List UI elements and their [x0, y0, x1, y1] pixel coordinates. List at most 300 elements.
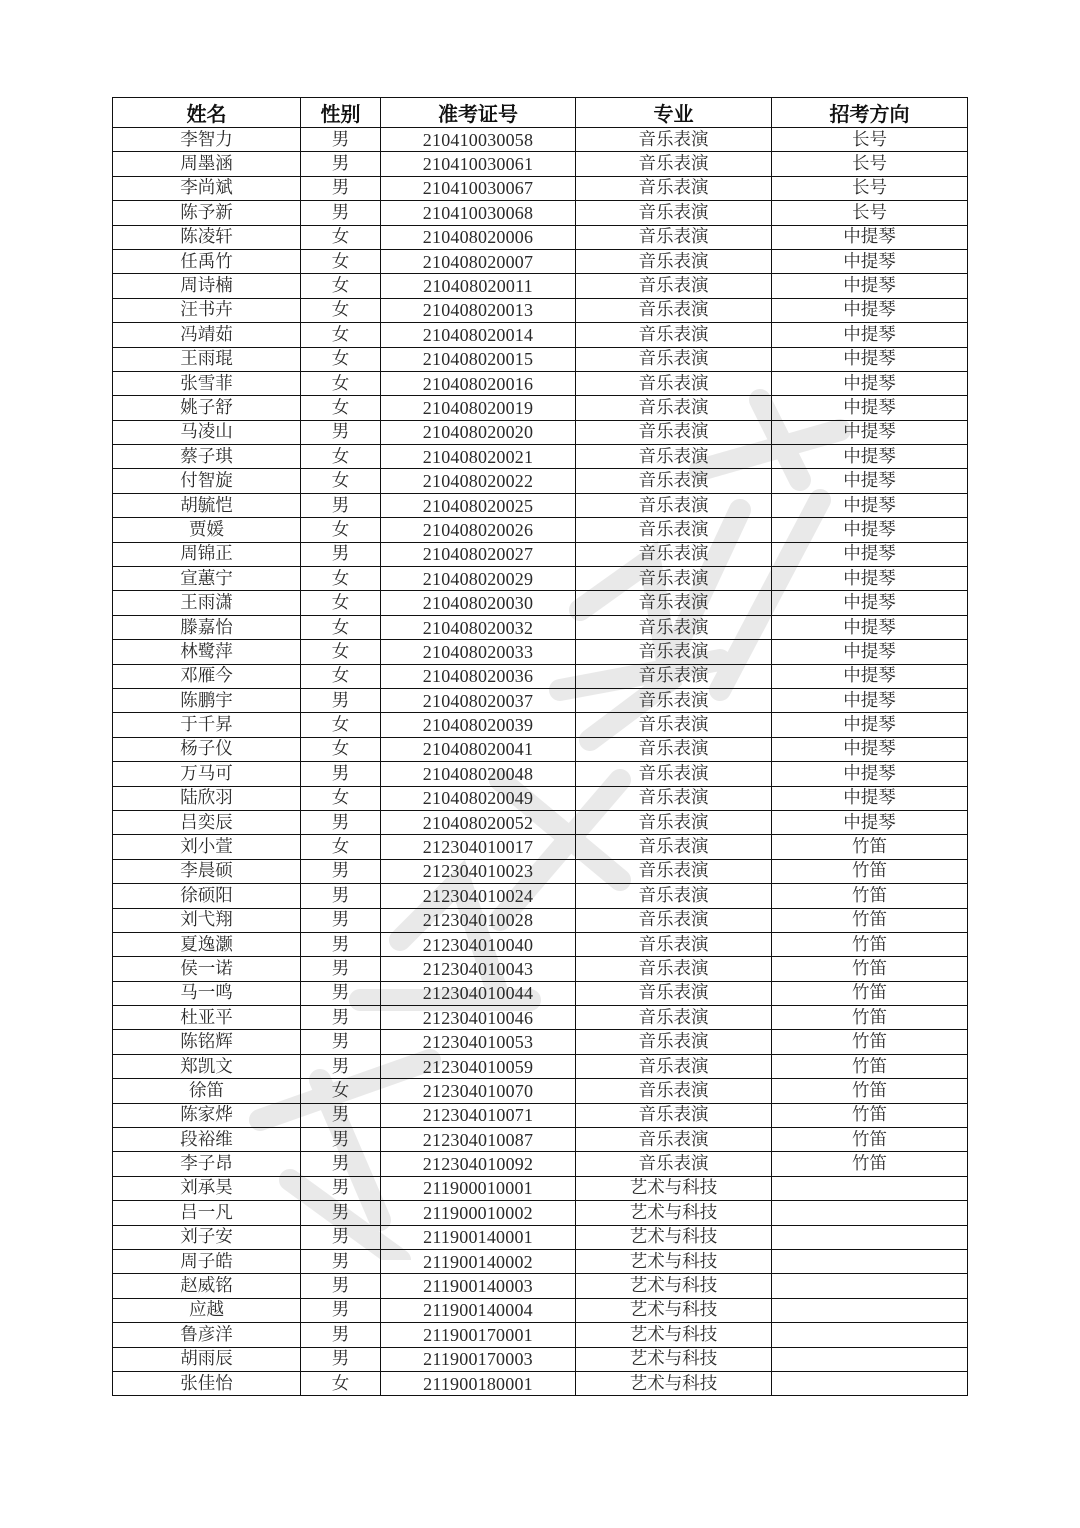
cell-name: 付智旋 — [113, 469, 301, 493]
table-row — [113, 1371, 968, 1395]
cell-exam-id: 210408020048 — [381, 762, 576, 786]
cell-name: 刘子安 — [113, 1225, 301, 1249]
cell-direction: 竹笛 — [772, 957, 968, 981]
cell-exam-id: 212304010087 — [381, 1128, 576, 1152]
cell-major: 音乐表演 — [576, 713, 772, 737]
cell-direction: 中提琴 — [772, 737, 968, 761]
cell-exam-id: 210408020019 — [381, 396, 576, 420]
cell-direction: 竹笛 — [772, 1152, 968, 1176]
table-row — [113, 737, 968, 761]
cell-name: 段裕维 — [113, 1128, 301, 1152]
cell-name: 汪书卉 — [113, 298, 301, 322]
cell-direction: 竹笛 — [772, 1103, 968, 1127]
cell-exam-id: 211900170003 — [381, 1347, 576, 1371]
cell-major: 音乐表演 — [576, 445, 772, 469]
cell-direction: 中提琴 — [772, 249, 968, 273]
cell-gender: 女 — [301, 274, 381, 298]
cell-gender: 男 — [301, 542, 381, 566]
cell-direction: 中提琴 — [772, 664, 968, 688]
cell-direction: 中提琴 — [772, 445, 968, 469]
cell-major: 音乐表演 — [576, 810, 772, 834]
cell-exam-id: 211900010001 — [381, 1176, 576, 1200]
cell-exam-id: 212304010043 — [381, 957, 576, 981]
cell-major: 音乐表演 — [576, 908, 772, 932]
cell-direction: 中提琴 — [772, 688, 968, 712]
table-body — [113, 128, 968, 1396]
cell-direction: 竹笛 — [772, 884, 968, 908]
cell-major: 音乐表演 — [576, 640, 772, 664]
cell-exam-id: 212304010040 — [381, 932, 576, 956]
cell-gender: 男 — [301, 176, 381, 200]
cell-direction: 长号 — [772, 152, 968, 176]
header-gender: 性别 — [301, 98, 381, 128]
cell-name: 马凌山 — [113, 420, 301, 444]
cell-gender: 男 — [301, 201, 381, 225]
cell-exam-id: 212304010092 — [381, 1152, 576, 1176]
cell-name: 万马可 — [113, 762, 301, 786]
table-row — [113, 371, 968, 395]
cell-name: 陈鹏宇 — [113, 688, 301, 712]
table-row — [113, 932, 968, 956]
table-row — [113, 1079, 968, 1103]
cell-name: 李晨硕 — [113, 859, 301, 883]
cell-direction: 竹笛 — [772, 859, 968, 883]
table-row — [113, 249, 968, 273]
cell-gender: 女 — [301, 445, 381, 469]
cell-major: 艺术与科技 — [576, 1201, 772, 1225]
cell-major: 音乐表演 — [576, 591, 772, 615]
cell-exam-id: 211900140004 — [381, 1298, 576, 1322]
table-row — [113, 1347, 968, 1371]
cell-name: 胡雨辰 — [113, 1347, 301, 1371]
cell-gender: 男 — [301, 1225, 381, 1249]
cell-gender: 女 — [301, 640, 381, 664]
cell-gender: 女 — [301, 567, 381, 591]
table-row — [113, 323, 968, 347]
table-row — [113, 640, 968, 664]
cell-direction: 竹笛 — [772, 1030, 968, 1054]
cell-name: 李子昂 — [113, 1152, 301, 1176]
cell-major: 音乐表演 — [576, 225, 772, 249]
cell-exam-id: 210408020006 — [381, 225, 576, 249]
cell-major: 艺术与科技 — [576, 1371, 772, 1395]
cell-major: 艺术与科技 — [576, 1347, 772, 1371]
cell-exam-id: 211900010002 — [381, 1201, 576, 1225]
table-row — [113, 396, 968, 420]
cell-major: 音乐表演 — [576, 762, 772, 786]
cell-direction: 中提琴 — [772, 323, 968, 347]
cell-gender: 男 — [301, 981, 381, 1005]
cell-name: 刘弋翔 — [113, 908, 301, 932]
cell-gender: 女 — [301, 835, 381, 859]
cell-exam-id: 212304010071 — [381, 1103, 576, 1127]
cell-name: 林鹭萍 — [113, 640, 301, 664]
cell-name: 杨子仪 — [113, 737, 301, 761]
cell-major: 音乐表演 — [576, 786, 772, 810]
cell-name: 郑凯文 — [113, 1054, 301, 1078]
cell-exam-id: 210410030068 — [381, 201, 576, 225]
cell-major: 音乐表演 — [576, 518, 772, 542]
cell-gender: 男 — [301, 859, 381, 883]
table-row — [113, 713, 968, 737]
cell-name: 宣蕙宁 — [113, 567, 301, 591]
cell-major: 艺术与科技 — [576, 1298, 772, 1322]
cell-exam-id: 211900140002 — [381, 1249, 576, 1273]
cell-direction: 中提琴 — [772, 469, 968, 493]
table-row — [113, 1298, 968, 1322]
cell-name: 周锦正 — [113, 542, 301, 566]
table-row — [113, 591, 968, 615]
cell-direction: 中提琴 — [772, 615, 968, 639]
cell-name: 夏逸灏 — [113, 932, 301, 956]
cell-major: 音乐表演 — [576, 469, 772, 493]
cell-major: 音乐表演 — [576, 1103, 772, 1127]
cell-exam-id: 210410030061 — [381, 152, 576, 176]
cell-gender: 女 — [301, 518, 381, 542]
cell-major: 艺术与科技 — [576, 1274, 772, 1298]
cell-direction: 中提琴 — [772, 420, 968, 444]
cell-direction: 竹笛 — [772, 835, 968, 859]
table-row — [113, 1274, 968, 1298]
table-row — [113, 762, 968, 786]
cell-gender: 男 — [301, 1176, 381, 1200]
table-row — [113, 957, 968, 981]
cell-gender: 女 — [301, 1079, 381, 1103]
table-row — [113, 688, 968, 712]
cell-major: 音乐表演 — [576, 835, 772, 859]
table-row — [113, 128, 968, 152]
cell-major: 音乐表演 — [576, 932, 772, 956]
cell-gender: 男 — [301, 762, 381, 786]
cell-gender: 女 — [301, 249, 381, 273]
table-row — [113, 347, 968, 371]
table-row — [113, 420, 968, 444]
cell-name: 陈凌轩 — [113, 225, 301, 249]
cell-gender: 男 — [301, 1274, 381, 1298]
cell-major: 音乐表演 — [576, 542, 772, 566]
cell-name: 陈家烨 — [113, 1103, 301, 1127]
cell-major: 音乐表演 — [576, 396, 772, 420]
cell-direction — [772, 1249, 968, 1273]
cell-gender: 男 — [301, 1298, 381, 1322]
cell-major: 音乐表演 — [576, 323, 772, 347]
cell-direction: 竹笛 — [772, 932, 968, 956]
cell-name: 鲁彦洋 — [113, 1323, 301, 1347]
cell-gender: 男 — [301, 152, 381, 176]
cell-name: 王雨琨 — [113, 347, 301, 371]
cell-exam-id: 211900180001 — [381, 1371, 576, 1395]
cell-direction — [772, 1323, 968, 1347]
cell-name: 杜亚平 — [113, 1006, 301, 1030]
cell-exam-id: 210408020020 — [381, 420, 576, 444]
cell-major: 音乐表演 — [576, 615, 772, 639]
cell-exam-id: 210408020014 — [381, 323, 576, 347]
table-row — [113, 786, 968, 810]
cell-major: 音乐表演 — [576, 493, 772, 517]
cell-exam-id: 210408020036 — [381, 664, 576, 688]
cell-direction: 中提琴 — [772, 225, 968, 249]
cell-name: 张佳怡 — [113, 1371, 301, 1395]
cell-name: 周子皓 — [113, 1249, 301, 1273]
cell-major: 音乐表演 — [576, 957, 772, 981]
cell-major: 艺术与科技 — [576, 1249, 772, 1273]
cell-exam-id: 210408020039 — [381, 713, 576, 737]
cell-name: 侯一诺 — [113, 957, 301, 981]
cell-major: 音乐表演 — [576, 981, 772, 1005]
cell-exam-id: 210408020032 — [381, 615, 576, 639]
cell-exam-id: 210408020013 — [381, 298, 576, 322]
cell-name: 赵威铭 — [113, 1274, 301, 1298]
table-header-row — [113, 98, 968, 128]
table-row — [113, 469, 968, 493]
cell-gender: 女 — [301, 371, 381, 395]
cell-gender: 男 — [301, 1249, 381, 1273]
cell-direction: 中提琴 — [772, 786, 968, 810]
cell-direction: 中提琴 — [772, 713, 968, 737]
cell-exam-id: 212304010044 — [381, 981, 576, 1005]
cell-name: 贾媛 — [113, 518, 301, 542]
table-row — [113, 542, 968, 566]
cell-name: 王雨潇 — [113, 591, 301, 615]
cell-exam-id: 211900170001 — [381, 1323, 576, 1347]
cell-gender: 男 — [301, 810, 381, 834]
cell-major: 音乐表演 — [576, 1079, 772, 1103]
cell-direction: 竹笛 — [772, 981, 968, 1005]
cell-gender: 男 — [301, 1006, 381, 1030]
cell-direction: 中提琴 — [772, 274, 968, 298]
cell-direction: 竹笛 — [772, 1006, 968, 1030]
cell-exam-id: 211900140003 — [381, 1274, 576, 1298]
cell-major: 音乐表演 — [576, 1152, 772, 1176]
cell-name: 周诗楠 — [113, 274, 301, 298]
cell-exam-id: 212304010023 — [381, 859, 576, 883]
cell-exam-id: 210408020015 — [381, 347, 576, 371]
cell-exam-id: 211900140001 — [381, 1225, 576, 1249]
roster-sheet — [112, 97, 967, 1396]
cell-direction: 中提琴 — [772, 762, 968, 786]
cell-major: 音乐表演 — [576, 664, 772, 688]
table-row — [113, 908, 968, 932]
cell-exam-id: 212304010046 — [381, 1006, 576, 1030]
cell-name: 胡毓恺 — [113, 493, 301, 517]
cell-name: 李尚斌 — [113, 176, 301, 200]
header-name: 姓名 — [113, 98, 301, 128]
cell-exam-id: 210408020029 — [381, 567, 576, 591]
cell-exam-id: 210408020016 — [381, 371, 576, 395]
table-row — [113, 1225, 968, 1249]
cell-exam-id: 210408020033 — [381, 640, 576, 664]
cell-name: 陆欣羽 — [113, 786, 301, 810]
cell-exam-id: 212304010024 — [381, 884, 576, 908]
cell-name: 吕奕辰 — [113, 810, 301, 834]
cell-gender: 女 — [301, 323, 381, 347]
cell-direction: 中提琴 — [772, 567, 968, 591]
cell-gender: 女 — [301, 469, 381, 493]
header-direction: 招考方向 — [772, 98, 968, 128]
cell-major: 音乐表演 — [576, 152, 772, 176]
cell-name: 张雪菲 — [113, 371, 301, 395]
cell-major: 艺术与科技 — [576, 1323, 772, 1347]
cell-exam-id: 212304010053 — [381, 1030, 576, 1054]
cell-exam-id: 210408020022 — [381, 469, 576, 493]
cell-gender: 女 — [301, 737, 381, 761]
cell-gender: 女 — [301, 298, 381, 322]
table-row — [113, 201, 968, 225]
table-row — [113, 615, 968, 639]
cell-direction — [772, 1176, 968, 1200]
cell-exam-id: 210408020030 — [381, 591, 576, 615]
cell-gender: 男 — [301, 128, 381, 152]
cell-exam-id: 210408020052 — [381, 810, 576, 834]
cell-major: 音乐表演 — [576, 201, 772, 225]
cell-major: 艺术与科技 — [576, 1176, 772, 1200]
table-row — [113, 981, 968, 1005]
cell-gender: 男 — [301, 957, 381, 981]
cell-direction: 竹笛 — [772, 908, 968, 932]
table-row — [113, 298, 968, 322]
cell-name: 邓雁今 — [113, 664, 301, 688]
cell-exam-id: 212304010070 — [381, 1079, 576, 1103]
cell-direction: 中提琴 — [772, 493, 968, 517]
cell-name: 李智力 — [113, 128, 301, 152]
cell-direction: 长号 — [772, 201, 968, 225]
table-row — [113, 445, 968, 469]
cell-name: 周墨涵 — [113, 152, 301, 176]
cell-gender: 女 — [301, 347, 381, 371]
cell-gender: 女 — [301, 615, 381, 639]
cell-exam-id: 210408020025 — [381, 493, 576, 517]
cell-major: 音乐表演 — [576, 128, 772, 152]
cell-gender: 男 — [301, 493, 381, 517]
cell-major: 音乐表演 — [576, 688, 772, 712]
cell-gender: 男 — [301, 1128, 381, 1152]
table-row — [113, 1128, 968, 1152]
cell-gender: 女 — [301, 591, 381, 615]
cell-major: 音乐表演 — [576, 859, 772, 883]
cell-gender: 男 — [301, 908, 381, 932]
cell-major: 音乐表演 — [576, 567, 772, 591]
cell-name: 马一鸣 — [113, 981, 301, 1005]
cell-gender: 男 — [301, 1103, 381, 1127]
cell-direction: 中提琴 — [772, 347, 968, 371]
cell-gender: 男 — [301, 1201, 381, 1225]
cell-name: 刘小萱 — [113, 835, 301, 859]
cell-direction — [772, 1347, 968, 1371]
cell-name: 陈铭辉 — [113, 1030, 301, 1054]
cell-direction — [772, 1298, 968, 1322]
cell-gender: 女 — [301, 713, 381, 737]
cell-exam-id: 210408020049 — [381, 786, 576, 810]
cell-major: 音乐表演 — [576, 420, 772, 444]
table-row — [113, 1201, 968, 1225]
cell-gender: 男 — [301, 1323, 381, 1347]
cell-major: 音乐表演 — [576, 371, 772, 395]
cell-direction: 中提琴 — [772, 518, 968, 542]
cell-direction: 长号 — [772, 128, 968, 152]
table-row — [113, 225, 968, 249]
cell-major: 音乐表演 — [576, 274, 772, 298]
cell-direction: 中提琴 — [772, 640, 968, 664]
table-row — [113, 176, 968, 200]
table-row — [113, 1103, 968, 1127]
table-row — [113, 1030, 968, 1054]
cell-direction: 中提琴 — [772, 396, 968, 420]
cell-direction — [772, 1201, 968, 1225]
cell-name: 吕一凡 — [113, 1201, 301, 1225]
cell-name: 姚子舒 — [113, 396, 301, 420]
table-row — [113, 835, 968, 859]
cell-exam-id: 210410030058 — [381, 128, 576, 152]
cell-exam-id: 210408020041 — [381, 737, 576, 761]
cell-direction: 中提琴 — [772, 810, 968, 834]
cell-gender: 男 — [301, 1152, 381, 1176]
cell-major: 音乐表演 — [576, 1054, 772, 1078]
cell-major: 音乐表演 — [576, 884, 772, 908]
cell-name: 任禹竹 — [113, 249, 301, 273]
cell-gender: 男 — [301, 932, 381, 956]
cell-exam-id: 210408020037 — [381, 688, 576, 712]
cell-gender: 女 — [301, 1371, 381, 1395]
cell-exam-id: 210408020007 — [381, 249, 576, 273]
cell-gender: 女 — [301, 664, 381, 688]
table-row — [113, 518, 968, 542]
cell-name: 应越 — [113, 1298, 301, 1322]
cell-exam-id: 212304010059 — [381, 1054, 576, 1078]
cell-exam-id: 210408020021 — [381, 445, 576, 469]
table-row — [113, 493, 968, 517]
cell-major: 音乐表演 — [576, 249, 772, 273]
cell-gender: 男 — [301, 1054, 381, 1078]
cell-direction: 竹笛 — [772, 1054, 968, 1078]
cell-name: 徐笛 — [113, 1079, 301, 1103]
cell-exam-id: 212304010017 — [381, 835, 576, 859]
cell-gender: 男 — [301, 420, 381, 444]
cell-major: 音乐表演 — [576, 298, 772, 322]
cell-exam-id: 210408020026 — [381, 518, 576, 542]
header-major: 专业 — [576, 98, 772, 128]
cell-gender: 男 — [301, 688, 381, 712]
cell-direction: 竹笛 — [772, 1128, 968, 1152]
cell-name: 陈予新 — [113, 201, 301, 225]
table-row — [113, 810, 968, 834]
cell-name: 冯靖茹 — [113, 323, 301, 347]
table-row — [113, 664, 968, 688]
table-row — [113, 152, 968, 176]
cell-major: 音乐表演 — [576, 737, 772, 761]
cell-major: 音乐表演 — [576, 1128, 772, 1152]
table-row — [113, 1006, 968, 1030]
table-row — [113, 1249, 968, 1273]
cell-direction — [772, 1371, 968, 1395]
cell-name: 刘承昊 — [113, 1176, 301, 1200]
cell-gender: 女 — [301, 225, 381, 249]
cell-direction: 中提琴 — [772, 542, 968, 566]
cell-gender: 男 — [301, 1347, 381, 1371]
cell-name: 徐硕阳 — [113, 884, 301, 908]
table-row — [113, 859, 968, 883]
cell-direction — [772, 1274, 968, 1298]
cell-major: 音乐表演 — [576, 1030, 772, 1054]
cell-exam-id: 210408020011 — [381, 274, 576, 298]
cell-name: 于千昇 — [113, 713, 301, 737]
cell-direction: 长号 — [772, 176, 968, 200]
cell-direction: 中提琴 — [772, 371, 968, 395]
cell-exam-id: 212304010028 — [381, 908, 576, 932]
cell-gender: 男 — [301, 884, 381, 908]
cell-gender: 女 — [301, 786, 381, 810]
cell-name: 蔡子琪 — [113, 445, 301, 469]
cell-gender: 女 — [301, 396, 381, 420]
